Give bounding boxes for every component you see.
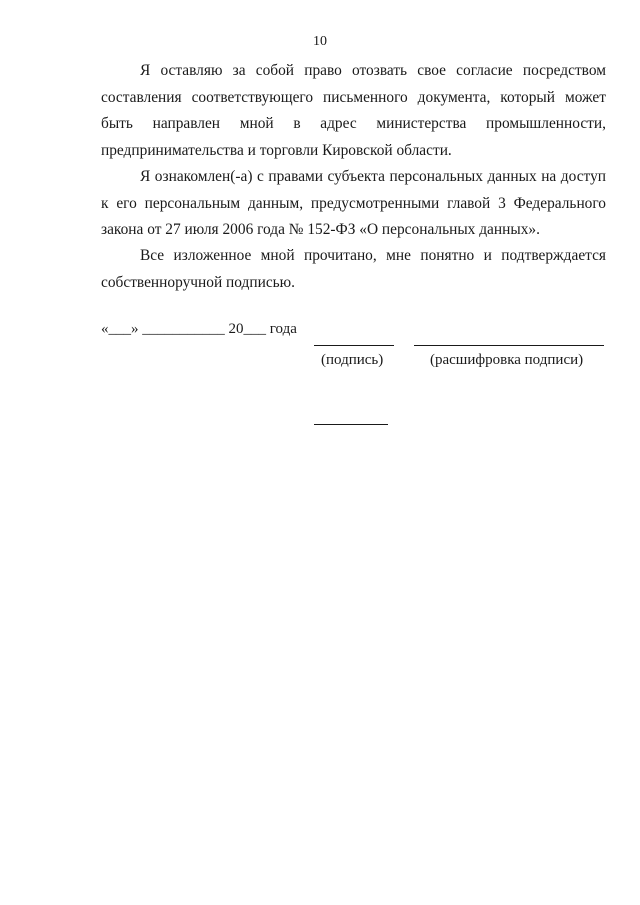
signature-line [314, 345, 394, 346]
signature-decoding-line [414, 345, 604, 346]
signature-caption: (подпись) [321, 352, 384, 368]
document-end-line [314, 424, 388, 425]
page-number: 10 [313, 34, 327, 49]
signature-date-field: «___» ___________ 20___ года [101, 321, 297, 337]
paragraph-confirmation: Все изложенное мной прочитано, мне понятно и подтверждается собственноручной подписью. [101, 247, 606, 291]
signature-decoding-caption: (расшифровка подписи) [430, 352, 584, 368]
paragraph-consent-withdrawal: Я оставляю за собой право отозвать свое согласие посредством составления соответствующего письменного документа, который может быть направлен мной в адрес министерства промышленности, предпринимательства и торговли Кировской области. [101, 62, 606, 159]
paragraph-rights-acknowledgement: Я ознакомлен(-а) с правами субъекта персональных данных на доступ к его персональным данным, предусмотренными главой 3 Федерального закона от 27 июля 2006 года № 152-ФЗ «О персональных данных». [101, 168, 606, 238]
